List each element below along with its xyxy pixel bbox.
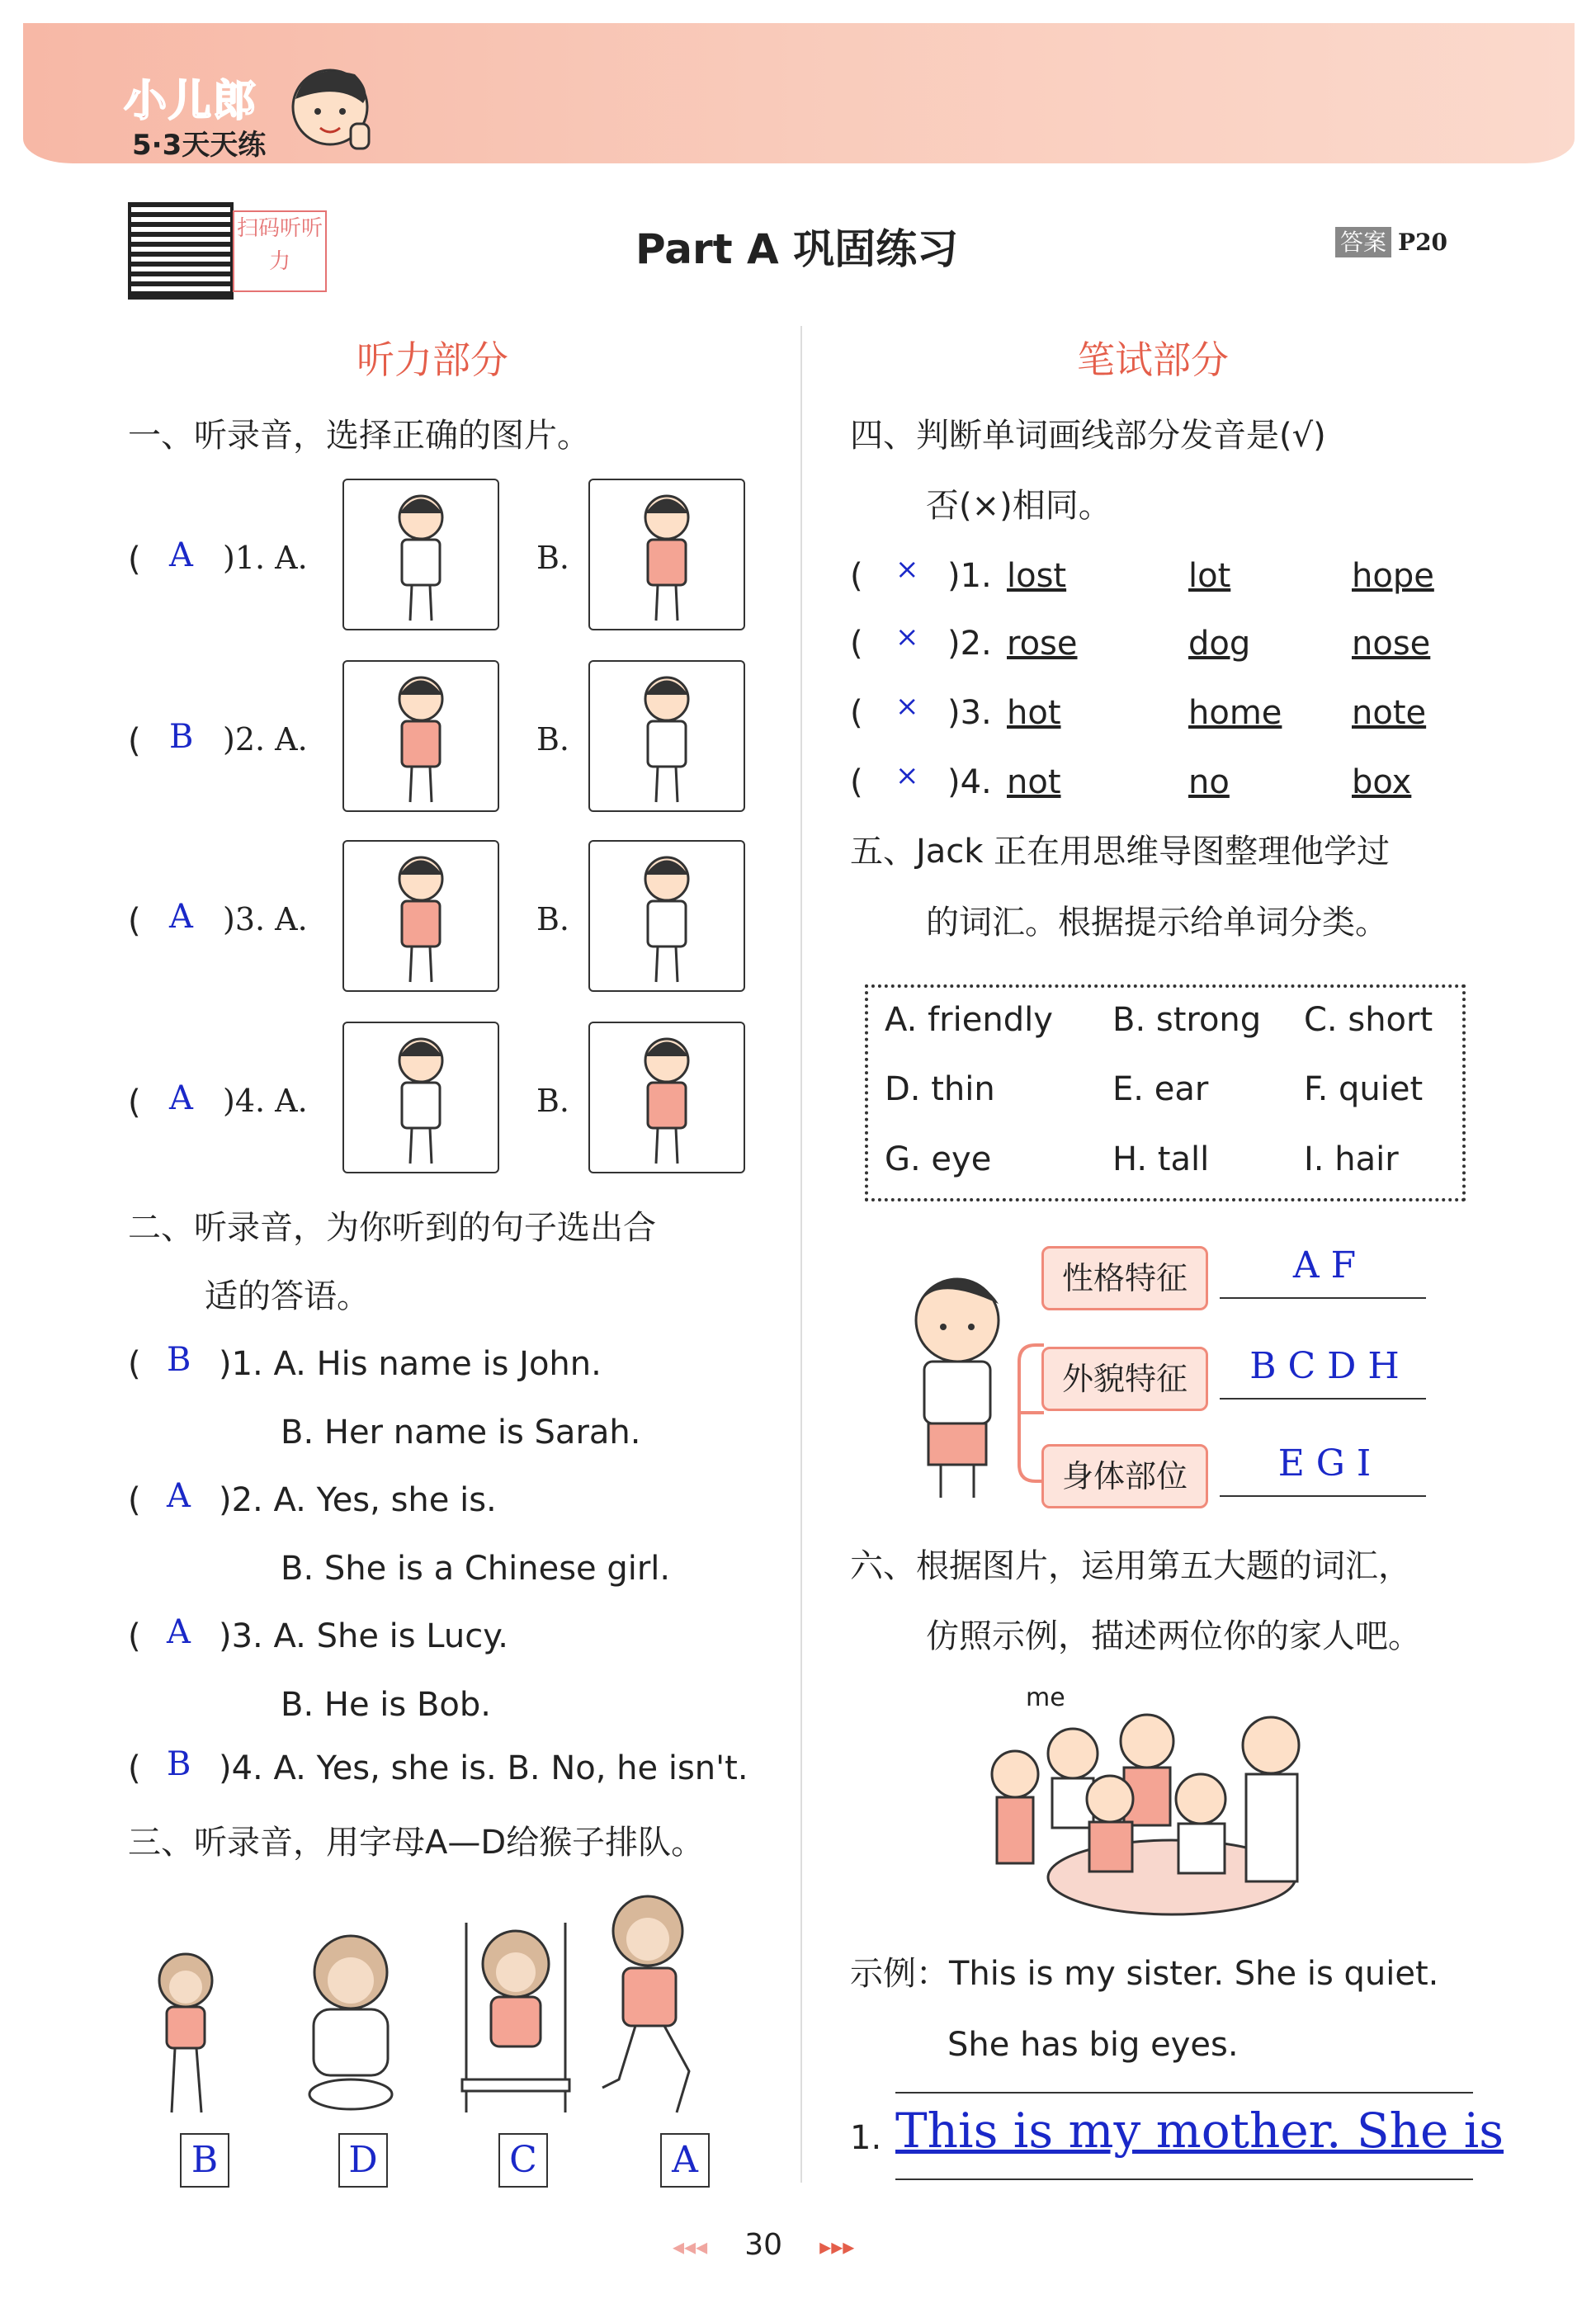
brand-subtitle: 5·3天天练 [132, 129, 267, 162]
word-option: D. thin [885, 1070, 995, 1108]
q1-paren-open: ( [128, 540, 141, 578]
q2-paren-open: ( [128, 1345, 141, 1383]
q4-word-3: hope [1352, 557, 1434, 595]
q2-option-b: B. She is a Chinese girl. [281, 1550, 671, 1588]
q1-number: )2. A. [223, 721, 308, 758]
q1-picture-a [342, 660, 499, 812]
q4-word-3: nose [1352, 625, 1431, 663]
q4-word-1: hot [1007, 694, 1061, 732]
qr-label: 扫码听听力 [233, 210, 327, 292]
q1-answer: B [169, 718, 194, 756]
q4-word-1: lost [1007, 557, 1067, 595]
family-grandpa [1176, 1774, 1225, 1873]
answer-line-bottom [895, 2178, 1473, 2180]
q4-word-2: no [1188, 763, 1230, 801]
q4-answer: × [895, 759, 919, 792]
q3-answer-box: B [180, 2133, 229, 2188]
q1-option-b: B. [536, 1083, 570, 1119]
q6-answer1-number: 1. [850, 2119, 882, 2157]
category-answer: E G I [1277, 1442, 1372, 1485]
q1-answer: A [169, 536, 193, 574]
q2-paren-open: ( [128, 1749, 141, 1787]
q1-number: )3. A. [223, 901, 308, 937]
q4-number: )3. [947, 694, 992, 732]
q1-picture-b [588, 1022, 745, 1173]
family-illustration [982, 1708, 1362, 1923]
q1-picture-b [588, 840, 745, 992]
q4-paren-open: ( [850, 625, 863, 663]
q1-answer: A [169, 1079, 193, 1117]
writing-section-title: 笔试部分 [1077, 338, 1229, 382]
category-answer: A F [1292, 1244, 1357, 1286]
q4-paren-open: ( [850, 763, 863, 801]
q5-title-line1: 五、Jack 正在用思维导图整理他学过 [850, 833, 1391, 871]
listening-section-title: 听力部分 [357, 338, 508, 382]
q4-word-1: not [1007, 763, 1061, 801]
q6-answer1-text: This is my mother. She is [895, 2103, 1504, 2159]
page-footer [673, 2228, 854, 2262]
q4-paren-open: ( [850, 557, 863, 595]
q1-paren-open: ( [128, 1083, 141, 1121]
word-option: H. tall [1112, 1140, 1210, 1178]
q2-paren-open: ( [128, 1481, 141, 1519]
q4-paren-open: ( [850, 694, 863, 732]
monkey-3 [462, 1923, 569, 2112]
answer-page: P20 [1398, 229, 1448, 256]
q3-answer-box: C [498, 2133, 548, 2188]
q4-number: )4. [947, 763, 992, 801]
q2-title-line1: 二、听录音，为你听到的句子选出合 [128, 1209, 656, 1247]
q4-title-line2: 否(×)相同。 [926, 487, 1112, 525]
q2-answer: B [167, 1745, 191, 1783]
next-arrows-icon: ▸▸▸ [819, 2233, 855, 2260]
q2-title-line2: 适的答语。 [205, 1277, 370, 1315]
q6-title-line1: 六、根据图片，运用第五大题的词汇， [850, 1547, 1411, 1585]
word-option: A. friendly [885, 1001, 1053, 1039]
q6-example-line2: She has big eyes. [947, 2026, 1239, 2064]
category-answer-line [1220, 1495, 1426, 1497]
q1-picture-a [342, 1022, 499, 1173]
prev-arrows-icon: ◂◂◂ [673, 2233, 708, 2260]
q1-number: )1. A. [223, 540, 308, 576]
category-answer-line [1220, 1398, 1426, 1400]
answer-reference [1335, 224, 1447, 257]
word-option: E. ear [1112, 1070, 1209, 1108]
q4-word-3: note [1352, 694, 1427, 732]
word-option: C. short [1304, 1001, 1433, 1039]
q1-option-b: B. [536, 901, 570, 937]
q1-number: )4. A. [223, 1083, 308, 1119]
family-father [1243, 1717, 1299, 1881]
q1-option-b: B. [536, 721, 570, 758]
q2-option-a: )1. A. His name is John. [219, 1345, 602, 1383]
q2-answer: A [167, 1477, 191, 1515]
monkey-1 [159, 1954, 212, 2112]
monkey-2 [309, 1936, 392, 2109]
column-divider [800, 326, 802, 2183]
q2-answer: A [167, 1613, 191, 1651]
q2-paren-open: ( [128, 1617, 141, 1655]
q2-option-a: )2. A. Yes, she is. [219, 1481, 497, 1519]
q1-answer: A [169, 898, 193, 936]
q1-picture-a [342, 840, 499, 992]
q1-paren-open: ( [128, 722, 141, 760]
q6-example-line1: 示例：This is my sister. She is quiet. [850, 1955, 1439, 1993]
qr-code[interactable] [128, 202, 234, 300]
q6-title-line2: 仿照示例，描述两位你的家人吧。 [926, 1617, 1421, 1655]
q4-answer: × [895, 690, 919, 723]
category-label: 性格特征 [1041, 1246, 1208, 1310]
category-label: 外貌特征 [1041, 1347, 1208, 1411]
q4-word-3: box [1352, 763, 1412, 801]
q2-answer: B [167, 1341, 191, 1379]
q4-number: )1. [947, 557, 992, 595]
brand-logo: 小儿郎 [124, 77, 258, 126]
word-option: I. hair [1304, 1140, 1399, 1178]
q2-option-a: )4. A. Yes, she is. B. No, he isn't. [219, 1749, 748, 1787]
family-girl [992, 1751, 1038, 1863]
word-option: F. quiet [1304, 1070, 1424, 1108]
answer-line-top [895, 2092, 1473, 2094]
q4-number: )2. [947, 625, 992, 663]
q1-title: 一、听录音，选择正确的图片。 [128, 417, 590, 455]
q2-option-b: B. He is Bob. [281, 1686, 491, 1724]
q1-picture-a [342, 479, 499, 630]
monkey-4 [602, 1896, 689, 2112]
word-option: B. strong [1112, 1001, 1262, 1039]
q4-word-2: home [1188, 694, 1282, 732]
q2-option-a: )3. A. She is Lucy. [219, 1617, 508, 1655]
q4-word-1: rose [1007, 625, 1078, 663]
monkeys-illustration [140, 1890, 751, 2137]
q4-word-2: dog [1188, 625, 1251, 663]
q1-picture-b [588, 479, 745, 630]
me-label: me [1026, 1683, 1065, 1712]
q3-answer-box: D [338, 2133, 388, 2188]
q1-paren-open: ( [128, 902, 141, 940]
word-option: G. eye [885, 1140, 992, 1178]
q3-title: 三、听录音，用字母A—D给猴子排队。 [128, 1824, 705, 1862]
q1-option-b: B. [536, 540, 570, 576]
q2-option-b: B. Her name is Sarah. [281, 1414, 641, 1452]
category-label: 身体部位 [1041, 1444, 1208, 1508]
page-title: Part A 巩固练习 [635, 225, 959, 273]
family-grandma [1087, 1776, 1133, 1872]
category-answer: B C D H [1249, 1345, 1400, 1387]
q4-answer: × [895, 553, 919, 586]
answer-label: 答案 [1335, 227, 1391, 257]
q5-title-line2: 的词汇。根据提示给单词分类。 [926, 904, 1388, 942]
q4-word-2: lot [1188, 557, 1231, 595]
q4-answer: × [895, 621, 919, 654]
q3-answer-box: A [660, 2133, 710, 2188]
mascot-illustration [281, 58, 380, 165]
category-answer-line [1220, 1297, 1426, 1299]
q1-picture-b [588, 660, 745, 812]
q4-title-line1: 四、判断单词画线部分发音是(√) [850, 417, 1326, 455]
page-number: 30 [744, 2228, 783, 2262]
